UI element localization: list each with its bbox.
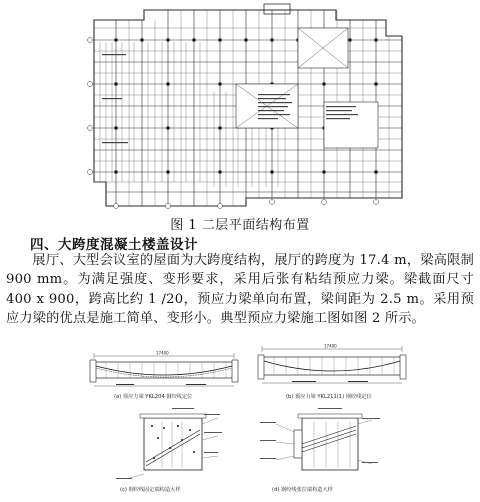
floor-plan-drawing (86, 2, 408, 210)
panel-d-caption: (d) 钢绞线张拉端构造大样 (272, 487, 333, 493)
figure2-panel-d (258, 404, 388, 492)
beam-elevation-a (86, 350, 241, 394)
dimension-label-b: 17400 (324, 343, 337, 349)
beam-elevation-b (252, 343, 412, 393)
panel-a-caption: (a) 预应力梁 YKL204 钢绞线定位 (114, 394, 193, 400)
section-heading: 四、大跨度混凝土楼盖设计 (30, 237, 198, 253)
figure2-panel-a (86, 350, 241, 400)
panel-b-caption: (b) 预应力梁 YKL211(1) 钢绞线定位 (286, 394, 372, 400)
floor-plan-svg (86, 2, 408, 210)
dimension-label-a: 17400 (156, 350, 169, 356)
figure2-panel-b (252, 343, 412, 400)
figure2-panel-c (112, 404, 232, 492)
figure-caption: 图 1 二层平面结构布置 (170, 218, 310, 233)
panel-c-caption: (c) 钢绞线固定端构造大样 (120, 487, 181, 493)
anchor-detail-d (258, 404, 388, 492)
body-paragraph: 展厅、大型会议室的屋面为大跨度结构，展厅的跨度为 17.4 m，梁高限制 900 mm。为满足强度、变形要求，采用后张有粘结预应力梁。梁截面尺寸 400 x 900，跨高比约 1 /20，预应力梁单向布置，梁间距为 2.5 m。采用预应力梁的优点是施工简单、变形小。典型预应力梁施工图如图 2 所示。 (6, 253, 474, 327)
anchor-detail-c (112, 404, 232, 492)
